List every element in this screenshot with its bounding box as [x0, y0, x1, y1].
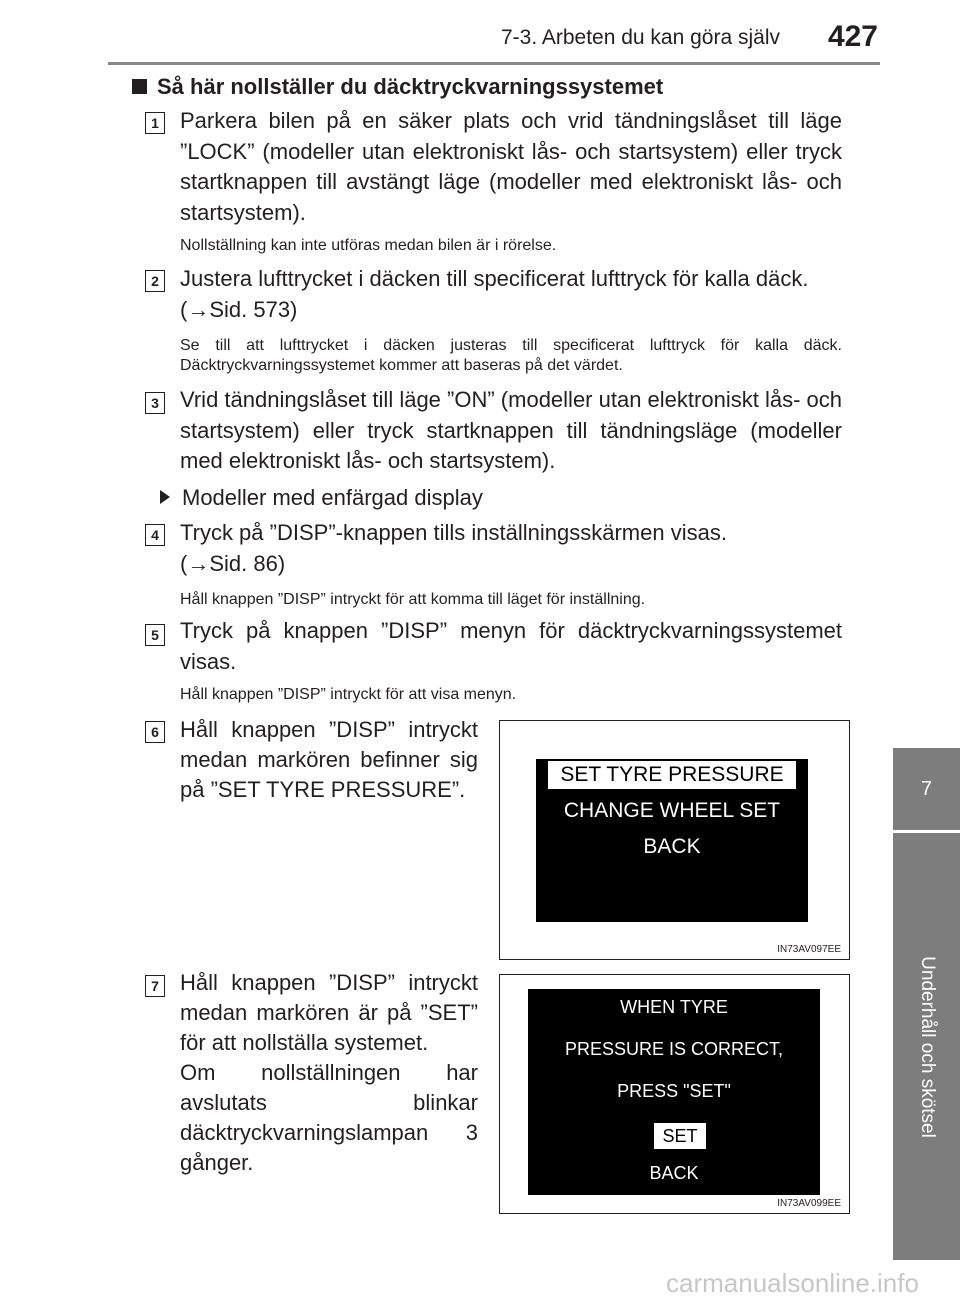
step-1-note: Nollställning kan inte utföras medan bilen är i rörelse.	[180, 237, 557, 254]
display-figure-2	[499, 974, 850, 1214]
step-4-reference: (→Sid. 86)	[180, 550, 286, 576]
menu-item-set-tyre-pressure: SET TYRE PRESSURE	[548, 761, 796, 789]
model-bullet	[160, 484, 483, 512]
step-4-note: Håll knappen ”DISP” intryckt för att komma till läget för inställning.	[180, 591, 646, 608]
figure-code: IN73AV099EE	[777, 1198, 841, 1209]
screen-tyre-menu	[536, 759, 808, 922]
figure-code: IN73AV097EE	[777, 944, 841, 955]
step-number-5: 5	[145, 624, 165, 646]
chapter-title: Underhåll och skötsel	[916, 955, 938, 1138]
step-5-text: Tryck på knappen ”DISP” menyn för däcktryckvarningssystemet visas.	[180, 618, 842, 674]
step-number-1: 1	[145, 112, 165, 134]
step-7-text	[180, 968, 478, 1178]
display-figure-1	[499, 720, 850, 960]
step-4-text	[180, 518, 842, 579]
section-heading	[132, 74, 663, 100]
square-bullet-icon	[132, 79, 147, 94]
step-2-note: Se till att lufttrycket i däcken justeras till specificerat lufttryck för kalla däck. Däcktryckvarningssystemet kommer att baseras på det värdet.	[180, 337, 842, 374]
step-4-line-1: Tryck på ”DISP”-knappen tills inställningsskärmen visas.	[180, 520, 727, 545]
step-6-text: Håll knappen ”DISP” intryckt medan markören befinner sig på ”SET TYRE PRESSURE”.	[180, 717, 478, 802]
step-7-result: Om nollställningen har avslutats blinkar däcktryckvarningslampan 3 gånger.	[180, 1060, 478, 1175]
header-section-title: 7-3. Arbeten du kan göra själv	[500, 26, 780, 49]
step-7-instruction: Håll knappen ”DISP” intryckt medan markören är på ”SET” för att nollställa systemet.	[180, 970, 478, 1055]
model-bullet-text: Modeller med enfärgad display	[182, 485, 483, 510]
step-5-note: Håll knappen ”DISP” intryckt för att visa menyn.	[180, 686, 517, 703]
triangle-bullet-icon	[160, 490, 170, 504]
header-divider	[108, 62, 880, 65]
step-1-text: Parkera bilen på en säker plats och vrid tändningslåset till läge ”LOCK” (modeller utan elektroniskt lås- och startsystem) eller tryck startknappen till avstängt läge (modeller med elektroniskt lås- och startsystem).	[180, 108, 842, 225]
step-2-line-1: Justera lufttrycket i däcken till specificerat lufttryck för kalla däck.	[180, 266, 809, 291]
section-heading-text: Så här nollställer du däcktryckvarningssystemet	[157, 74, 664, 99]
menu-item-change-wheel-set: CHANGE WHEEL SET	[563, 799, 781, 822]
back-option: BACK	[649, 1163, 699, 1183]
step-number-4: 4	[145, 524, 165, 546]
menu-item-back: BACK	[643, 835, 701, 858]
page-number: 427	[827, 20, 878, 53]
step-number-7: 7	[145, 975, 165, 997]
step-number-2: 2	[145, 270, 165, 292]
chapter-number-tab: 7	[893, 748, 960, 830]
message-line-3: PRESS "SET"	[617, 1081, 731, 1101]
watermark: carmanualsonline.info	[666, 1268, 919, 1298]
step-number-3: 3	[145, 392, 165, 414]
step-2-text	[180, 264, 842, 325]
message-line-1: WHEN TYRE	[620, 997, 728, 1017]
chapter-title-tab	[893, 833, 960, 1260]
step-3-text: Vrid tändningslåset till läge ”ON” (modeller utan elektroniskt lås- och startsystem) eller tryck startknappen till tändningsläge (modeller med elektroniskt lås- och startsystem).	[180, 387, 842, 473]
message-line-2: PRESSURE IS CORRECT,	[564, 1039, 784, 1059]
set-option: SET	[654, 1123, 706, 1149]
screen-set-confirm	[528, 989, 820, 1195]
step-2-reference: (→Sid. 573)	[180, 296, 298, 322]
step-number-6: 6	[145, 721, 165, 743]
